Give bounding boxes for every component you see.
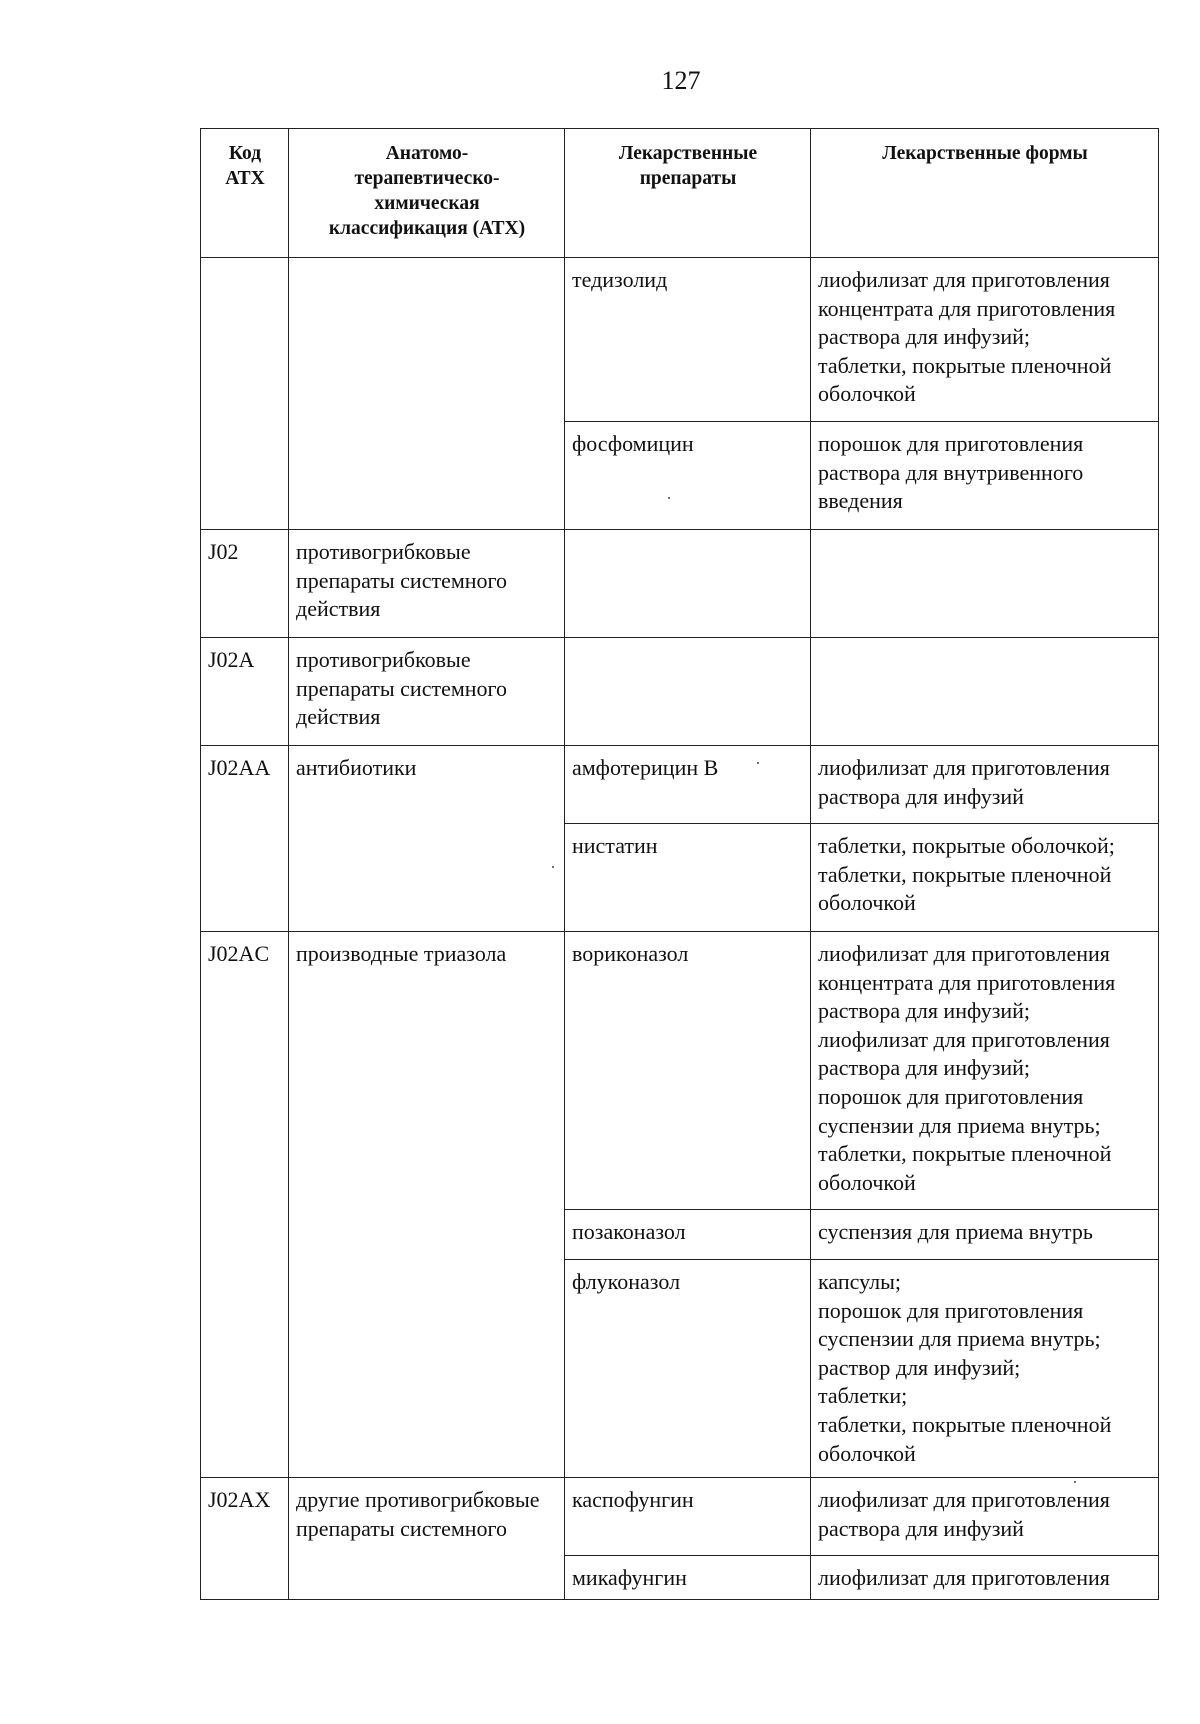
header-atx-code: Код АТХ: [201, 129, 289, 258]
scan-speck: [1074, 1481, 1076, 1483]
scan-speck: [757, 762, 759, 764]
table-row: [201, 746, 1159, 824]
atx-class-cell: [289, 258, 565, 530]
table-row: [201, 258, 1159, 422]
header-atx-classification: Анатомо- терапевтическо- химическая классификация (АТХ): [289, 129, 565, 258]
table-row: [201, 530, 1159, 638]
dosage-form-cell: лиофилизат для приготовления: [811, 1556, 1159, 1600]
drug-cell: нистатин: [565, 824, 811, 932]
dosage-form-cell: лиофилизат для приготовления раствора для инфузий: [811, 746, 1159, 824]
table-row: [201, 638, 1159, 746]
header-drugs: Лекарственные препараты: [565, 129, 811, 258]
drug-cell: амфотерицин В: [565, 746, 811, 824]
atx-class-cell: производные триазола: [289, 932, 565, 1478]
atx-class-cell: антибиотики: [289, 746, 565, 932]
scan-speck: [552, 866, 554, 868]
scan-speck: [668, 497, 670, 499]
atx-code-cell: J02AX: [201, 1478, 289, 1600]
atx-class-cell: противогрибковые препараты системного действия: [289, 530, 565, 638]
atx-class-cell: другие противогрибковые препараты системного: [289, 1478, 565, 1600]
drug-cell: тедизолид: [565, 258, 811, 422]
drug-cell: флуконазол: [565, 1260, 811, 1478]
drug-cell: вориконазол: [565, 932, 811, 1210]
drug-cell: позаконазол: [565, 1210, 811, 1260]
atx-table: [200, 128, 1159, 1600]
drug-cell: [565, 530, 811, 638]
dosage-form-cell: суспензия для приема внутрь: [811, 1210, 1159, 1260]
atx-code-cell: J02: [201, 530, 289, 638]
dosage-form-cell: [811, 530, 1159, 638]
drug-cell: [565, 638, 811, 746]
atx-code-cell: J02AC: [201, 932, 289, 1478]
table-row: [201, 1478, 1159, 1556]
table-header-row: [201, 129, 1159, 258]
drug-cell: фосфомицин: [565, 422, 811, 530]
drug-cell: микафунгин: [565, 1556, 811, 1600]
atx-code-cell: J02A: [201, 638, 289, 746]
dosage-form-cell: лиофилизат для приготовления концентрата для приготовления раствора для инфузий; лиофилизат для приготовления раствора для инфузий; порошок для приготовления суспензии для приема внутрь; таблетки, покрытые пленочной оболочкой: [811, 932, 1159, 1210]
dosage-form-cell: лиофилизат для приготовления концентрата для приготовления раствора для инфузий; таблетки, покрытые пленочной оболочкой: [811, 258, 1159, 422]
atx-class-cell: противогрибковые препараты системного действия: [289, 638, 565, 746]
page-number: 127: [661, 66, 701, 95]
dosage-form-cell: таблетки, покрытые оболочкой; таблетки, покрытые пленочной оболочкой: [811, 824, 1159, 932]
dosage-form-cell: [811, 638, 1159, 746]
dosage-form-cell: лиофилизат для приготовления раствора для инфузий: [811, 1478, 1159, 1556]
header-dosage-forms: Лекарственные формы: [811, 129, 1159, 258]
atx-code-cell: [201, 258, 289, 530]
atx-code-cell: J02AA: [201, 746, 289, 932]
dosage-form-cell: порошок для приготовления раствора для внутривенного введения: [811, 422, 1159, 530]
dosage-form-cell: капсулы; порошок для приготовления суспензии для приема внутрь; раствор для инфузий; таблетки; таблетки, покрытые пленочной оболочкой: [811, 1260, 1159, 1478]
table-row: [201, 932, 1159, 1210]
drug-cell: каспофунгин: [565, 1478, 811, 1556]
